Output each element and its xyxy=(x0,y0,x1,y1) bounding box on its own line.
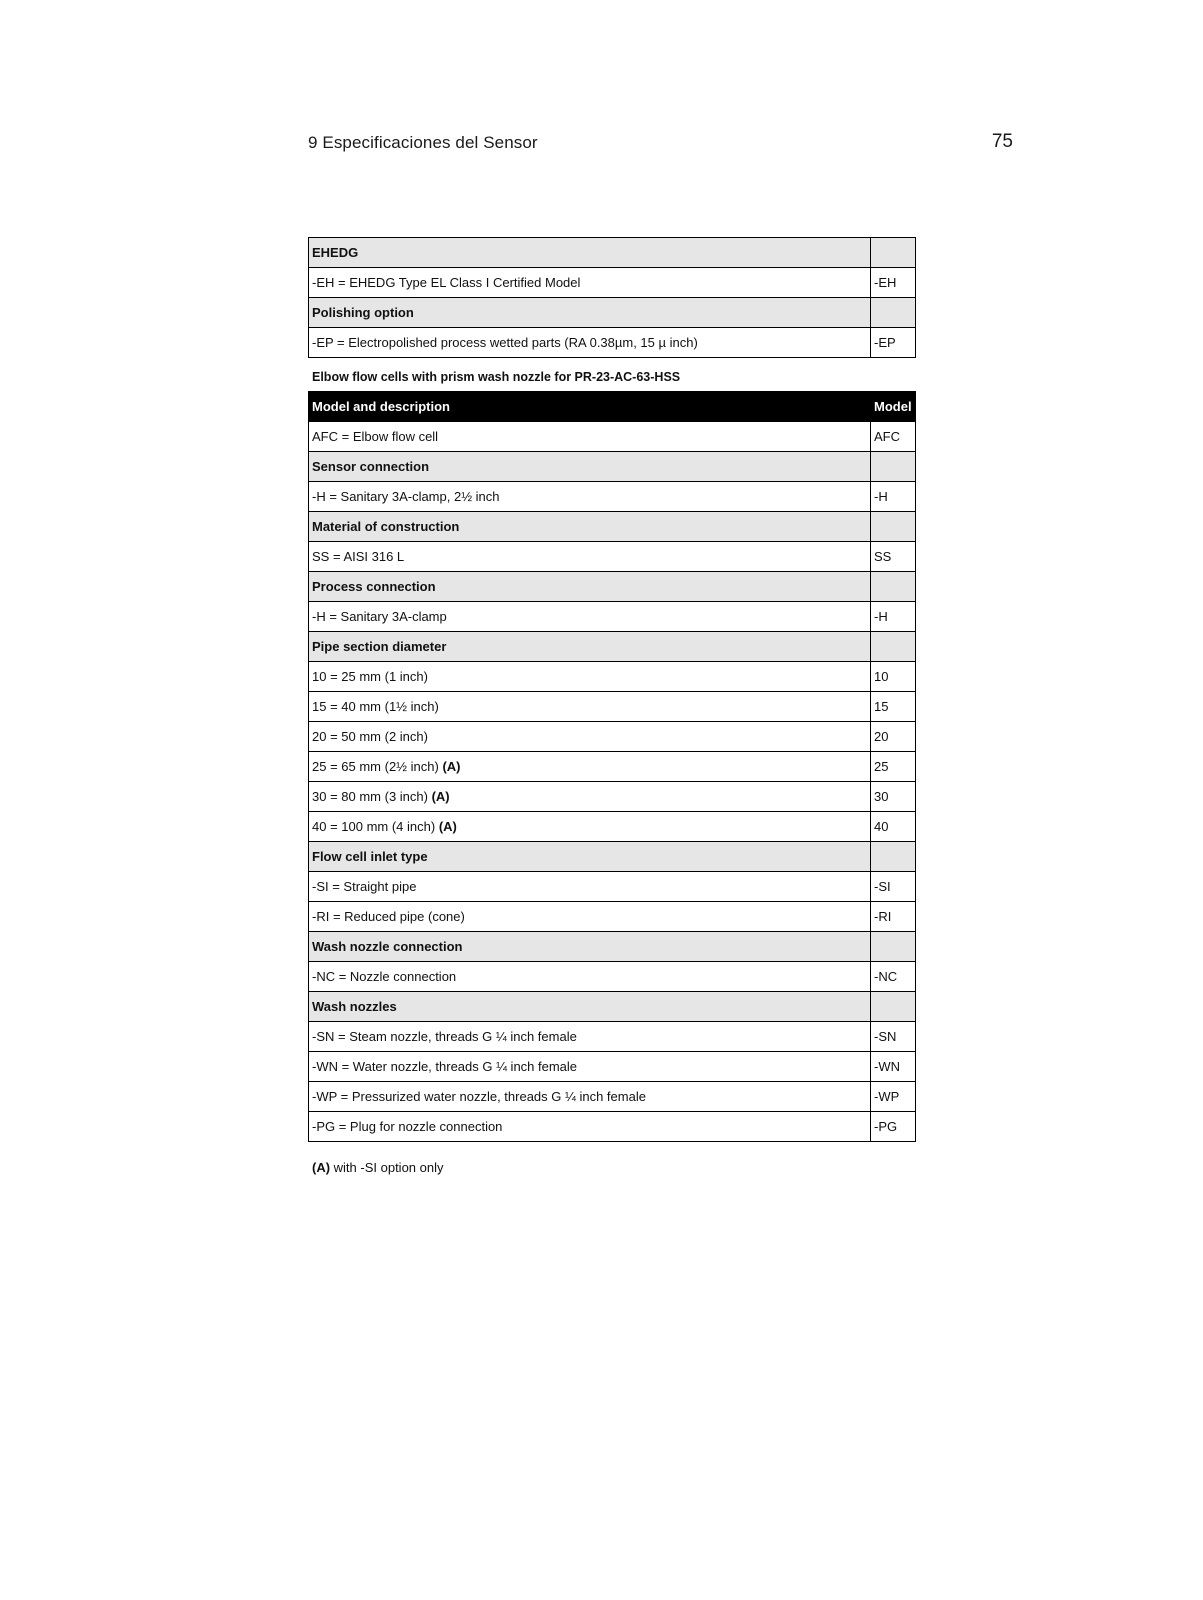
option-code: 15 xyxy=(871,692,916,722)
page-header xyxy=(308,131,1013,157)
option-description-cell xyxy=(309,602,871,632)
option-description: -SI = Straight pipe xyxy=(312,879,417,894)
table-row xyxy=(309,692,916,722)
option-code: -WP xyxy=(871,1082,916,1112)
option-description: -H = Sanitary 3A-clamp, 2½ inch xyxy=(312,489,500,504)
option-description: Flow cell inlet type xyxy=(312,849,428,864)
section-row xyxy=(309,632,916,662)
option-description: -WP = Pressurized water nozzle, threads G ¼ inch female xyxy=(312,1089,646,1104)
table-row xyxy=(309,1052,916,1082)
section-heading xyxy=(309,842,871,872)
option-description: SS = AISI 316 L xyxy=(312,549,405,564)
option-description: AFC = Elbow flow cell xyxy=(312,429,439,444)
table-row xyxy=(309,1082,916,1112)
option-code: -SI xyxy=(871,872,916,902)
table-row xyxy=(309,752,916,782)
section-row xyxy=(309,572,916,602)
option-note: (A) xyxy=(438,819,457,834)
section-row xyxy=(309,298,916,328)
option-description-cell xyxy=(309,542,871,572)
section-heading xyxy=(309,238,871,268)
option-code: 30 xyxy=(871,782,916,812)
option-note: (A) xyxy=(431,789,450,804)
option-description: -H = Sanitary 3A-clamp xyxy=(312,609,447,624)
option-description: -RI = Reduced pipe (cone) xyxy=(312,909,465,924)
option-description: EHEDG xyxy=(312,245,359,260)
option-code: -EP xyxy=(871,328,916,358)
option-description-cell xyxy=(309,722,871,752)
option-description-cell xyxy=(309,268,871,298)
option-description: 15 = 40 mm (1½ inch) xyxy=(312,699,439,714)
footnote-marker: (A) xyxy=(312,1160,331,1175)
option-code xyxy=(871,298,916,328)
option-code xyxy=(871,238,916,268)
option-description-cell xyxy=(309,692,871,722)
section-row xyxy=(309,992,916,1022)
table-row xyxy=(309,1022,916,1052)
option-description-cell xyxy=(309,1112,871,1142)
option-description: -EP = Electropolished process wetted parts (RA 0.38µm, 15 µ inch) xyxy=(312,335,698,350)
option-code: -NC xyxy=(871,962,916,992)
option-description: Wash nozzle connection xyxy=(312,939,463,954)
option-code xyxy=(871,932,916,962)
option-description: -SN = Steam nozzle, threads G ¼ inch female xyxy=(312,1029,577,1044)
table-caption: Elbow flow cells with prism wash nozzle for PR-23-AC-63-HSS xyxy=(312,370,681,384)
section-heading xyxy=(309,572,871,602)
spec-table-top xyxy=(308,237,916,358)
header-description: Model and description xyxy=(309,392,871,422)
option-code: -WN xyxy=(871,1052,916,1082)
page-number: 75 xyxy=(991,131,1013,152)
section-row xyxy=(309,452,916,482)
option-description-cell xyxy=(309,782,871,812)
option-code xyxy=(871,452,916,482)
option-code: 40 xyxy=(871,812,916,842)
table-row xyxy=(309,602,916,632)
section-row xyxy=(309,842,916,872)
option-code: 10 xyxy=(871,662,916,692)
table-row xyxy=(309,902,916,932)
section-heading xyxy=(309,632,871,662)
section-heading xyxy=(309,512,871,542)
section-heading xyxy=(309,298,871,328)
option-description-cell xyxy=(309,962,871,992)
table-row xyxy=(309,422,916,452)
header-model: Model xyxy=(871,392,916,422)
option-code: 25 xyxy=(871,752,916,782)
option-description: -EH = EHEDG Type EL Class I Certified Model xyxy=(312,275,581,290)
option-description: Process connection xyxy=(312,579,436,594)
table-row xyxy=(309,722,916,752)
option-description: -PG = Plug for nozzle connection xyxy=(312,1119,503,1134)
table-row xyxy=(309,812,916,842)
table-row xyxy=(309,542,916,572)
option-description: Material of construction xyxy=(312,519,460,534)
option-description: 10 = 25 mm (1 inch) xyxy=(312,669,428,684)
section-row xyxy=(309,932,916,962)
option-code xyxy=(871,842,916,872)
table-row xyxy=(309,872,916,902)
option-code xyxy=(871,572,916,602)
table-row xyxy=(309,482,916,512)
option-code: -SN xyxy=(871,1022,916,1052)
table-row xyxy=(309,782,916,812)
option-code: -H xyxy=(871,602,916,632)
option-description: Polishing option xyxy=(312,305,414,320)
option-code xyxy=(871,632,916,662)
section-heading xyxy=(309,992,871,1022)
option-description-cell xyxy=(309,812,871,842)
option-description-cell xyxy=(309,1052,871,1082)
footnote xyxy=(312,1160,444,1175)
chapter-title: 9 Especificaciones del Sensor xyxy=(308,133,538,152)
option-description-cell xyxy=(309,1022,871,1052)
option-code: -PG xyxy=(871,1112,916,1142)
option-description: 30 = 80 mm (3 inch) xyxy=(312,789,428,804)
option-description-cell xyxy=(309,662,871,692)
table-row xyxy=(309,268,916,298)
option-code: AFC xyxy=(871,422,916,452)
option-description-cell xyxy=(309,482,871,512)
option-description-cell xyxy=(309,752,871,782)
table-row xyxy=(309,962,916,992)
option-description-cell xyxy=(309,872,871,902)
option-description: 20 = 50 mm (2 inch) xyxy=(312,729,428,744)
option-code xyxy=(871,512,916,542)
option-description-cell xyxy=(309,328,871,358)
section-row xyxy=(309,512,916,542)
option-description: Wash nozzles xyxy=(312,999,397,1014)
spec-table-main xyxy=(308,391,916,1142)
option-code: SS xyxy=(871,542,916,572)
table-row xyxy=(309,662,916,692)
section-heading xyxy=(309,932,871,962)
table-header-row xyxy=(309,392,916,422)
option-code xyxy=(871,992,916,1022)
option-description: -NC = Nozzle connection xyxy=(312,969,457,984)
option-description: 25 = 65 mm (2½ inch) xyxy=(312,759,439,774)
section-heading xyxy=(309,452,871,482)
footnote-text: with -SI option only xyxy=(330,1160,444,1175)
table-row xyxy=(309,328,916,358)
option-code: -H xyxy=(871,482,916,512)
option-code: -EH xyxy=(871,268,916,298)
section-row xyxy=(309,238,916,268)
option-note: (A) xyxy=(442,759,461,774)
option-code: -RI xyxy=(871,902,916,932)
option-description: Pipe section diameter xyxy=(312,639,447,654)
option-description-cell xyxy=(309,1082,871,1112)
option-description-cell xyxy=(309,902,871,932)
option-description: Sensor connection xyxy=(312,459,430,474)
table-row xyxy=(309,1112,916,1142)
option-code: 20 xyxy=(871,722,916,752)
option-description-cell xyxy=(309,422,871,452)
option-description: 40 = 100 mm (4 inch) xyxy=(312,819,436,834)
option-description: -WN = Water nozzle, threads G ¼ inch female xyxy=(312,1059,578,1074)
